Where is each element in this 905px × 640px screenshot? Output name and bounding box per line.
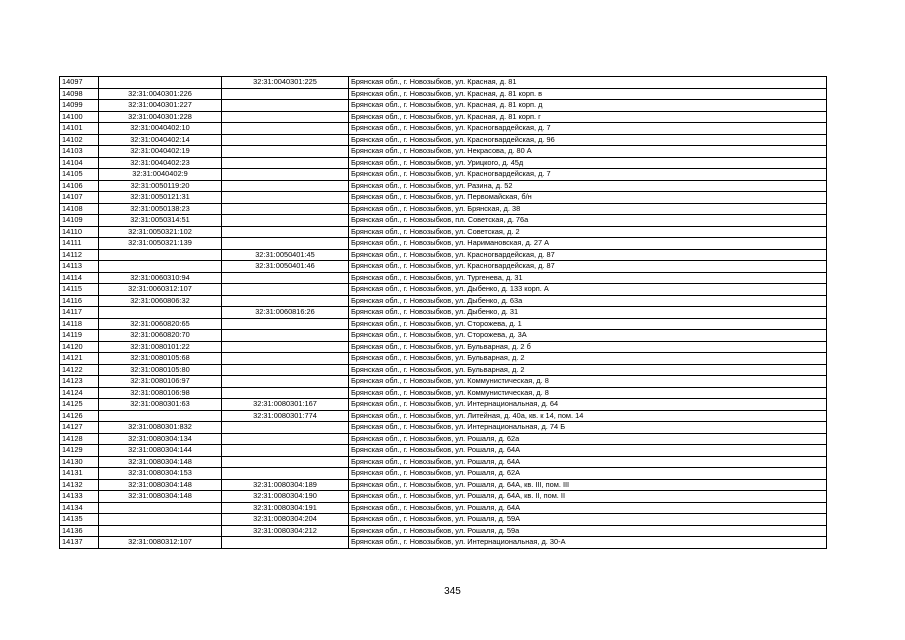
table-row [60, 215, 827, 227]
cadastral-number-cell: 32:31:0080304:148 [99, 479, 222, 491]
address-cell: Брянская обл., г. Новозыбков, ул. Рошаля, д. 62а [349, 433, 827, 445]
cadastral-number-cell: 32:31:0080101:22 [99, 341, 222, 353]
cadastral-number-cell: 32:31:0080301:832 [99, 422, 222, 434]
table-row [60, 226, 827, 238]
address-cell: Брянская обл., г. Новозыбков, ул. Красногвардейская, д. 87 [349, 249, 827, 261]
cadastral-number-2-cell [222, 341, 349, 353]
table-row [60, 318, 827, 330]
cadastral-number-cell [99, 410, 222, 422]
cadastral-number-cell: 32:31:0050321:102 [99, 226, 222, 238]
cadastral-number-2-cell [222, 238, 349, 250]
address-cell: Брянская обл., г. Новозыбков, ул. Бульварная, д. 2 [349, 364, 827, 376]
table-row [60, 157, 827, 169]
row-number-cell: 14101 [60, 123, 99, 135]
cadastral-number-2-cell [222, 433, 349, 445]
cadastral-number-2-cell [222, 445, 349, 457]
cadastral-number-cell: 32:31:0040301:228 [99, 111, 222, 123]
cadastral-number-cell: 32:31:0080304:148 [99, 491, 222, 503]
cadastral-number-cell [99, 307, 222, 319]
address-cell: Брянская обл., г. Новозыбков, ул. Советская, д. 2 [349, 226, 827, 238]
cadastral-number-2-cell [222, 88, 349, 100]
cadastral-number-2-cell [222, 192, 349, 204]
address-cell: Брянская обл., г. Новозыбков, ул. Дыбенко, д. 31 [349, 307, 827, 319]
address-cell: Брянская обл., г. Новозыбков, ул. Красногвардейская, д. 7 [349, 123, 827, 135]
table-row [60, 111, 827, 123]
cadastral-number-2-cell [222, 146, 349, 158]
address-cell: Брянская обл., г. Новозыбков, ул. Рошаля, д. 59А [349, 514, 827, 526]
table-row [60, 468, 827, 480]
cadastral-number-2-cell [222, 376, 349, 388]
cadastral-number-2-cell [222, 123, 349, 135]
cadastral-number-cell: 32:31:0040402:9 [99, 169, 222, 181]
row-number-cell: 14108 [60, 203, 99, 215]
table-row [60, 238, 827, 250]
cadastral-number-2-cell [222, 169, 349, 181]
cadastral-number-cell: 32:31:0050314:51 [99, 215, 222, 227]
cadastral-number-2-cell [222, 284, 349, 296]
cadastral-number-2-cell [222, 157, 349, 169]
cadastral-number-cell: 32:31:0050119:20 [99, 180, 222, 192]
row-number-cell: 14133 [60, 491, 99, 503]
row-number-cell: 14102 [60, 134, 99, 146]
row-number-cell: 14111 [60, 238, 99, 250]
row-number-cell: 14131 [60, 468, 99, 480]
row-number-cell: 14097 [60, 77, 99, 89]
row-number-cell: 14126 [60, 410, 99, 422]
table-row [60, 272, 827, 284]
address-cell: Брянская обл., г. Новозыбков, ул. Рошаля, д. 64А [349, 445, 827, 457]
cadastral-number-2-cell [222, 537, 349, 549]
cadastral-number-cell: 32:31:0040301:227 [99, 100, 222, 112]
cadastral-number-2-cell: 32:31:0040301:225 [222, 77, 349, 89]
table-row [60, 249, 827, 261]
cadastral-number-cell: 32:31:0080106:97 [99, 376, 222, 388]
table-row [60, 537, 827, 549]
cadastral-number-cell [99, 77, 222, 89]
table-row [60, 169, 827, 181]
address-cell: Брянская обл., г. Новозыбков, ул. Красная, д. 81 [349, 77, 827, 89]
row-number-cell: 14099 [60, 100, 99, 112]
table-row [60, 456, 827, 468]
registry-table-body [60, 77, 827, 549]
cadastral-number-cell: 32:31:0050121:31 [99, 192, 222, 204]
table-row [60, 146, 827, 158]
cadastral-number-2-cell [222, 215, 349, 227]
table-row [60, 180, 827, 192]
row-number-cell: 14117 [60, 307, 99, 319]
cadastral-number-2-cell [222, 318, 349, 330]
address-cell: Брянская обл., г. Новозыбков, ул. Красногвардейская, д. 96 [349, 134, 827, 146]
row-number-cell: 14106 [60, 180, 99, 192]
table-row [60, 479, 827, 491]
address-cell: Брянская обл., г. Новозыбков, ул. Наримановская, д. 27 А [349, 238, 827, 250]
cadastral-number-cell: 32:31:0080105:68 [99, 353, 222, 365]
row-number-cell: 14136 [60, 525, 99, 537]
address-cell: Брянская обл., г. Новозыбков, ул. Урицкого, д. 45д [349, 157, 827, 169]
cadastral-number-2-cell: 32:31:0060816:26 [222, 307, 349, 319]
row-number-cell: 14125 [60, 399, 99, 411]
cadastral-number-2-cell [222, 295, 349, 307]
cadastral-number-cell: 32:31:0080312:107 [99, 537, 222, 549]
cadastral-number-cell [99, 525, 222, 537]
table-row [60, 387, 827, 399]
row-number-cell: 14124 [60, 387, 99, 399]
cadastral-number-2-cell [222, 180, 349, 192]
address-cell: Брянская обл., г. Новозыбков, ул. Рошаля, д. 62А [349, 468, 827, 480]
address-cell: Брянская обл., г. Новозыбков, ул. Рошаля, д. 64А, кв. III, пом. III [349, 479, 827, 491]
row-number-cell: 14135 [60, 514, 99, 526]
address-cell: Брянская обл., г. Новозыбков, ул. Тургенева, д. 31 [349, 272, 827, 284]
cadastral-number-cell: 32:31:0040301:226 [99, 88, 222, 100]
row-number-cell: 14098 [60, 88, 99, 100]
cadastral-number-2-cell: 32:31:0080304:212 [222, 525, 349, 537]
row-number-cell: 14104 [60, 157, 99, 169]
row-number-cell: 14110 [60, 226, 99, 238]
row-number-cell: 14113 [60, 261, 99, 273]
cadastral-number-2-cell [222, 226, 349, 238]
cadastral-number-cell: 32:31:0040402:19 [99, 146, 222, 158]
table-row [60, 514, 827, 526]
address-cell: Брянская обл., г. Новозыбков, ул. Красногвардейская, д. 7 [349, 169, 827, 181]
table-row [60, 77, 827, 89]
cadastral-number-cell: 32:31:0080304:144 [99, 445, 222, 457]
row-number-cell: 14107 [60, 192, 99, 204]
cadastral-number-cell: 32:31:0040402:23 [99, 157, 222, 169]
address-cell: Брянская обл., г. Новозыбков, ул. Красная, д. 81 корп. г [349, 111, 827, 123]
address-cell: Брянская обл., г. Новозыбков, ул. Разина, д. 52 [349, 180, 827, 192]
address-cell: Брянская обл., г. Новозыбков, ул. Бульварная, д. 2 [349, 353, 827, 365]
cadastral-number-2-cell [222, 456, 349, 468]
row-number-cell: 14109 [60, 215, 99, 227]
address-cell: Брянская обл., г. Новозыбков, ул. Рошаля, д. 64А [349, 456, 827, 468]
cadastral-number-2-cell: 32:31:0050401:46 [222, 261, 349, 273]
cadastral-number-cell: 32:31:0080304:148 [99, 456, 222, 468]
cadastral-number-2-cell: 32:31:0050401:45 [222, 249, 349, 261]
row-number-cell: 14127 [60, 422, 99, 434]
row-number-cell: 14115 [60, 284, 99, 296]
row-number-cell: 14118 [60, 318, 99, 330]
cadastral-number-2-cell: 32:31:0080304:204 [222, 514, 349, 526]
address-cell: Брянская обл., г. Новозыбков, ул. Интернациональная, д. 64 [349, 399, 827, 411]
cadastral-number-cell: 32:31:0040402:14 [99, 134, 222, 146]
table-row [60, 502, 827, 514]
address-cell: Брянская обл., г. Новозыбков, ул. Бульварная, д. 2 б [349, 341, 827, 353]
cadastral-number-cell: 32:31:0060312:107 [99, 284, 222, 296]
table-row [60, 284, 827, 296]
registry-table [59, 76, 827, 549]
cadastral-number-cell: 32:31:0040402:10 [99, 123, 222, 135]
table-row [60, 399, 827, 411]
cadastral-number-2-cell: 32:31:0080301:167 [222, 399, 349, 411]
address-cell: Брянская обл., г. Новозыбков, ул. Первомайская, б/н [349, 192, 827, 204]
cadastral-number-cell: 32:31:0080106:98 [99, 387, 222, 399]
address-cell: Брянская обл., г. Новозыбков, ул. Рошаля, д. 64А, кв. II, пом. II [349, 491, 827, 503]
table-row [60, 422, 827, 434]
row-number-cell: 14120 [60, 341, 99, 353]
cadastral-number-cell: 32:31:0080105:80 [99, 364, 222, 376]
table-row [60, 330, 827, 342]
address-cell: Брянская обл., г. Новозыбков, ул. Рошаля, д. 64А [349, 502, 827, 514]
table-row [60, 410, 827, 422]
table-row [60, 203, 827, 215]
table-row [60, 445, 827, 457]
table-row [60, 134, 827, 146]
cadastral-number-2-cell [222, 330, 349, 342]
cadastral-number-2-cell: 32:31:0080301:774 [222, 410, 349, 422]
row-number-cell: 14123 [60, 376, 99, 388]
cadastral-number-cell [99, 261, 222, 273]
address-cell: Брянская обл., г. Новозыбков, ул. Интернациональная, д. 74 Б [349, 422, 827, 434]
table-row [60, 353, 827, 365]
table-row [60, 100, 827, 112]
row-number-cell: 14132 [60, 479, 99, 491]
row-number-cell: 14103 [60, 146, 99, 158]
row-number-cell: 14128 [60, 433, 99, 445]
cadastral-number-2-cell [222, 100, 349, 112]
cadastral-number-2-cell [222, 272, 349, 284]
cadastral-number-cell: 32:31:0050321:139 [99, 238, 222, 250]
row-number-cell: 14137 [60, 537, 99, 549]
table-row [60, 525, 827, 537]
table-row [60, 433, 827, 445]
address-cell: Брянская обл., г. Новозыбков, ул. Красногвардейская, д. 87 [349, 261, 827, 273]
page-number: 345 [444, 586, 461, 597]
table-row [60, 491, 827, 503]
row-number-cell: 14130 [60, 456, 99, 468]
cadastral-number-2-cell [222, 387, 349, 399]
address-cell: Брянская обл., г. Новозыбков, ул. Интернациональная, д. 30-А [349, 537, 827, 549]
address-cell: Брянская обл., г. Новозыбков, ул. Литейная, д. 40а, кв. к 14, пом. 14 [349, 410, 827, 422]
cadastral-number-2-cell [222, 353, 349, 365]
table-row [60, 192, 827, 204]
cadastral-number-cell [99, 249, 222, 261]
cadastral-number-cell: 32:31:0060820:70 [99, 330, 222, 342]
row-number-cell: 14119 [60, 330, 99, 342]
address-cell: Брянская обл., г. Новозыбков, ул. Рошаля, д. 59а [349, 525, 827, 537]
row-number-cell: 14112 [60, 249, 99, 261]
cadastral-number-2-cell: 32:31:0080304:190 [222, 491, 349, 503]
address-cell: Брянская обл., г. Новозыбков, ул. Коммунистическая, д. 8 [349, 376, 827, 388]
table-row [60, 376, 827, 388]
cadastral-number-2-cell [222, 422, 349, 434]
cadastral-number-2-cell: 32:31:0080304:191 [222, 502, 349, 514]
cadastral-number-2-cell [222, 134, 349, 146]
table-row [60, 88, 827, 100]
cadastral-number-2-cell: 32:31:0080304:189 [222, 479, 349, 491]
cadastral-number-2-cell [222, 111, 349, 123]
cadastral-number-cell: 32:31:0080304:134 [99, 433, 222, 445]
address-cell: Брянская обл., г. Новозыбков, ул. Некрасова, д. 80 А [349, 146, 827, 158]
table-row [60, 307, 827, 319]
cadastral-number-cell: 32:31:0060820:65 [99, 318, 222, 330]
cadastral-number-cell: 32:31:0080304:153 [99, 468, 222, 480]
address-cell: Брянская обл., г. Новозыбков, ул. Брянская, д. 38 [349, 203, 827, 215]
table-row [60, 123, 827, 135]
address-cell: Брянская обл., г. Новозыбков, ул. Красная, д. 81 корп. д [349, 100, 827, 112]
cadastral-number-2-cell [222, 364, 349, 376]
row-number-cell: 14100 [60, 111, 99, 123]
row-number-cell: 14134 [60, 502, 99, 514]
cadastral-number-2-cell [222, 203, 349, 215]
cadastral-number-2-cell [222, 468, 349, 480]
address-cell: Брянская обл., г. Новозыбков, ул. Сторожева, д. 3А [349, 330, 827, 342]
table-row [60, 261, 827, 273]
address-cell: Брянская обл., г. Новозыбков, ул. Коммунистическая, д. 8 [349, 387, 827, 399]
address-cell: Брянская обл., г. Новозыбков, ул. Сторожева, д. 1 [349, 318, 827, 330]
cadastral-number-cell: 32:31:0050138:23 [99, 203, 222, 215]
cadastral-number-cell [99, 502, 222, 514]
address-cell: Брянская обл., г. Новозыбков, ул. Красная, д. 81 корп. в [349, 88, 827, 100]
table-row [60, 341, 827, 353]
cadastral-number-cell [99, 514, 222, 526]
cadastral-number-cell: 32:31:0080301:63 [99, 399, 222, 411]
table-row [60, 295, 827, 307]
row-number-cell: 14121 [60, 353, 99, 365]
row-number-cell: 14116 [60, 295, 99, 307]
address-cell: Брянская обл., г. Новозыбков, ул. Дыбенко, д. 63а [349, 295, 827, 307]
address-cell: Брянская обл., г. Новозыбков, ул. Дыбенко, д. 133 корп. А [349, 284, 827, 296]
address-cell: Брянская обл., г. Новозыбков, пл. Советская, д. 76а [349, 215, 827, 227]
row-number-cell: 14114 [60, 272, 99, 284]
row-number-cell: 14105 [60, 169, 99, 181]
row-number-cell: 14122 [60, 364, 99, 376]
table-row [60, 364, 827, 376]
cadastral-number-cell: 32:31:0060310:94 [99, 272, 222, 284]
row-number-cell: 14129 [60, 445, 99, 457]
cadastral-number-cell: 32:31:0060806:32 [99, 295, 222, 307]
